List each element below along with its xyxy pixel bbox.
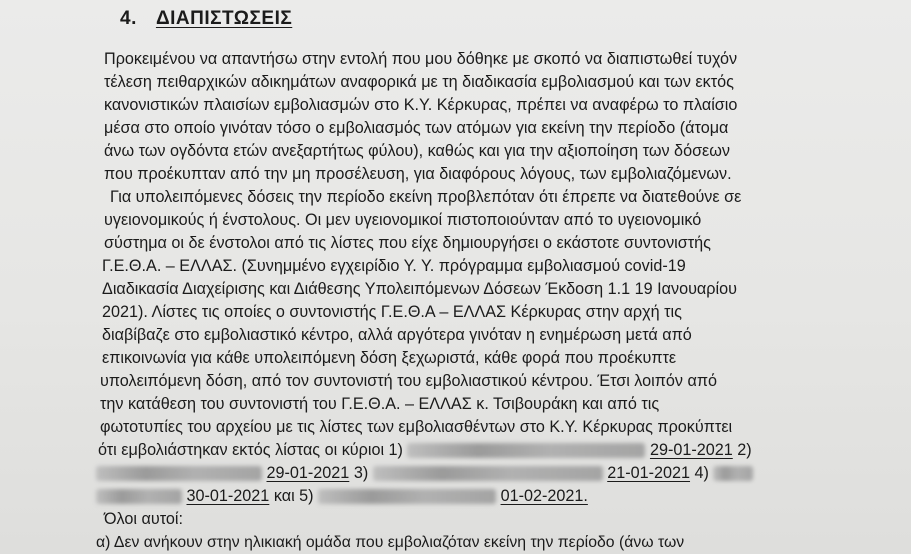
redacted-list-line-2 <box>96 464 753 483</box>
body-line: φωτοτυπίες του αρχείου με τις λίστες των εμβολιασθέντων στο Κ.Υ. Κέρκυρας προκύπτει <box>100 418 733 436</box>
body-line: 2021). Λίστες τις οποίες ο συντονιστής Γ.Ε.Θ.Α – ΕΛΛΑΣ Κέρκυρας στην αρχή τις <box>102 303 682 321</box>
body-line: διαβίβαζε στο εμβολιαστικό κέντρο, αλλά αργότερα γινόταν η ενημέρωση μετά από <box>102 326 692 344</box>
redacted-name-4a <box>713 466 753 481</box>
all-of-them-line: Όλοι αυτοί: <box>104 510 183 528</box>
section-number: 4. <box>120 8 137 29</box>
body-line: υγειονομικούς ή ένστολους. Οι μεν υγειονομικοί πιστοποιούνταν από το υγειονομικό <box>104 211 702 229</box>
item-number-3: 3) <box>353 464 369 482</box>
date-1: 29-01-2021 <box>649 441 733 459</box>
body-line: υπολειπόμενη δόση, από τον συντονιστή του εμβολιαστικού κέντρου. Έτσι λοιπόν από <box>100 372 718 390</box>
redacted-name-4b <box>96 489 182 504</box>
body-line: άνω των ογδόντα ετών ανεξαρτήτως φύλου), καθώς και για την αξιοποίηση των δόσεων <box>104 142 731 160</box>
body-line: Διαδικασία Διαχείρισης και Διάθεσης Υπολειπόμενων Δόσεων Έκδοση 1.1 19 Ιανουαρίου <box>102 280 737 298</box>
redacted-list-line-3 <box>96 487 588 506</box>
section-heading <box>120 8 292 30</box>
body-line: που προέκυπταν από την μη προσέλευση, για διαφόρους λόγους, των εμβολιαζόμενων. <box>104 165 732 183</box>
redacted-name-3 <box>373 466 603 481</box>
body-line: τέλεση πειθαρχικών αδικημάτων αναφορικά με τη διαδικασία εμβολιασμού και των εκτός <box>104 73 734 91</box>
item-number-5: και 5) <box>273 487 314 505</box>
date-4: 30-01-2021 <box>186 487 270 505</box>
redacted-name-2 <box>96 466 262 481</box>
item-number-2: 2) <box>737 441 752 459</box>
body-line: Γ.Ε.Θ.Α. – ΕΛΛΑΣ. (Συνημμένο εγχειρίδιο Υ. Υ. πρόγραμμα εμβολιασμού covid-19 <box>102 257 686 275</box>
body-line: σύστημα οι δε ένστολοι από τις λίστες που είχε δημιουργήσει ο εκάστοτε συντονιστής <box>104 234 711 252</box>
body-line: κανονιστικών πλαισίων εμβολιασμών στο Κ.Υ. Κέρκυρας, πρέπει να αναφέρω το πλαίσιο <box>104 96 738 114</box>
redacted-name-5 <box>318 489 496 504</box>
body-line: επικοινωνία για κάθε υπολειπόμενη δόση ξεχωριστά, κάθε φορά που προέκυπτε <box>102 349 677 367</box>
item-a-line-1: α) Δεν ανήκουν στην ηλικιακή ομάδα που εμβολιαζόταν εκείνη την περίοδο (άνω των <box>96 534 685 551</box>
body-line: Για υπολειπόμενες δόσεις την περίοδο εκείνη προβλεπόταν ότι έπρεπε να διατεθούνε σε <box>110 188 742 206</box>
redacted-name-1 <box>407 443 645 458</box>
date-2: 29-01-2021 <box>266 464 350 482</box>
list-prefix: ότι εμβολιάστηκαν εκτός λίστας οι κύριοι 1) <box>98 441 403 459</box>
body-line: μέσα στο οποίο γινόταν τόσο ο εμβολιασμός των ατόμων για εκείνη την περίοδο (άτομα <box>104 119 729 137</box>
date-3: 21-01-2021 <box>607 464 691 482</box>
body-line: την κατάθεση του συντονιστή του Γ.Ε.Θ.Α. – ΕΛΛΑΣ κ. Τσιβουράκη και από τις <box>100 395 660 413</box>
redacted-list-line-1 <box>98 441 752 460</box>
body-line: Προκειμένου να απαντήσω στην εντολή που μου δόθηκε με σκοπό να διαπιστωθεί τυχόν <box>104 50 738 68</box>
section-title: ΔΙΑΠΙΣΤΩΣΕΙΣ <box>155 8 293 29</box>
date-5: 01-02-2021. <box>500 487 588 505</box>
item-number-4: 4) <box>694 464 709 482</box>
